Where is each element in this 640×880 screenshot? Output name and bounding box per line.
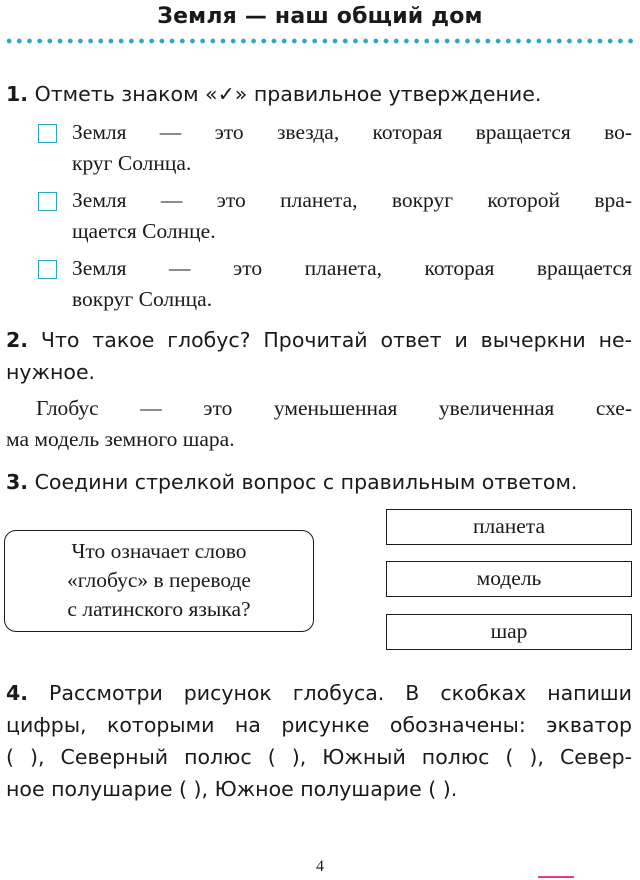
- checkbox-option-2[interactable]: [38, 192, 57, 211]
- question-4-line-2: цифры, которыми на рисунке обозначены: экватор: [6, 713, 632, 737]
- option-1-line-2: круг Солнца.: [72, 151, 192, 175]
- question-1: [6, 78, 632, 110]
- question-2: [6, 324, 632, 356]
- page-title: Земля — наш общий дом: [157, 4, 483, 29]
- question-3: [6, 466, 632, 498]
- question-4: [6, 677, 632, 709]
- option-3-line-2: вокруг Солнца.: [72, 287, 213, 311]
- question-2-text-line-2: нужное.: [6, 360, 96, 384]
- answer-box-model[interactable]: модель: [386, 561, 632, 597]
- question-1-number: 1.: [6, 82, 29, 106]
- question-box-line-1: Что означает слово: [71, 539, 247, 563]
- question-2-number: 2.: [6, 328, 29, 352]
- question-3-number: 3.: [6, 470, 29, 494]
- question-box[interactable]: [4, 530, 314, 632]
- question-4-line-4: ное полушарие ( ), Южное полушарие ( ).: [6, 777, 458, 801]
- question-3-text: Соедини стрелкой вопрос с правильным ответом.: [34, 470, 578, 494]
- option-3-line-1: Земля — это планета, которая вращается: [72, 256, 632, 280]
- dotted-divider: [4, 38, 636, 44]
- checkbox-option-1[interactable]: [38, 124, 57, 143]
- page-number: 4: [316, 858, 324, 875]
- option-2-line-1: Земля — это планета, вокруг которой вра-: [72, 188, 632, 212]
- question-box-line-2: «глобус» в переводе: [67, 568, 251, 592]
- question-4-line-3: ( ), Северный полюс ( ), Южный полюс ( ), Север-: [6, 745, 632, 769]
- answer-box-planet[interactable]: планета: [386, 509, 632, 545]
- option-1-line-1: Земля — это звезда, которая вращается во-: [72, 120, 632, 144]
- question-2-text-line-1: Что такое глобус? Прочитай ответ и вычеркни не-: [40, 328, 632, 352]
- corner-mark: [538, 876, 574, 878]
- globe-definition-line-2: ма модель земного шара.: [6, 427, 235, 451]
- answer-box-sphere[interactable]: шар: [386, 614, 632, 650]
- question-1-text: Отметь знаком «✓» правильное утверждение.: [34, 82, 542, 106]
- checkbox-option-3[interactable]: [38, 260, 57, 279]
- option-2-line-2: щается Солнце.: [72, 219, 216, 243]
- question-4-number: 4.: [6, 681, 29, 705]
- question-box-line-3: с латинского языка?: [67, 597, 251, 621]
- globe-definition-line-1: [6, 392, 632, 424]
- globe-definition-text-1: Глобус — это уменьшенная увеличенная схе-: [36, 396, 632, 420]
- question-4-line-1: Рассмотри рисунок глобуса. В скобках напиши: [49, 681, 632, 705]
